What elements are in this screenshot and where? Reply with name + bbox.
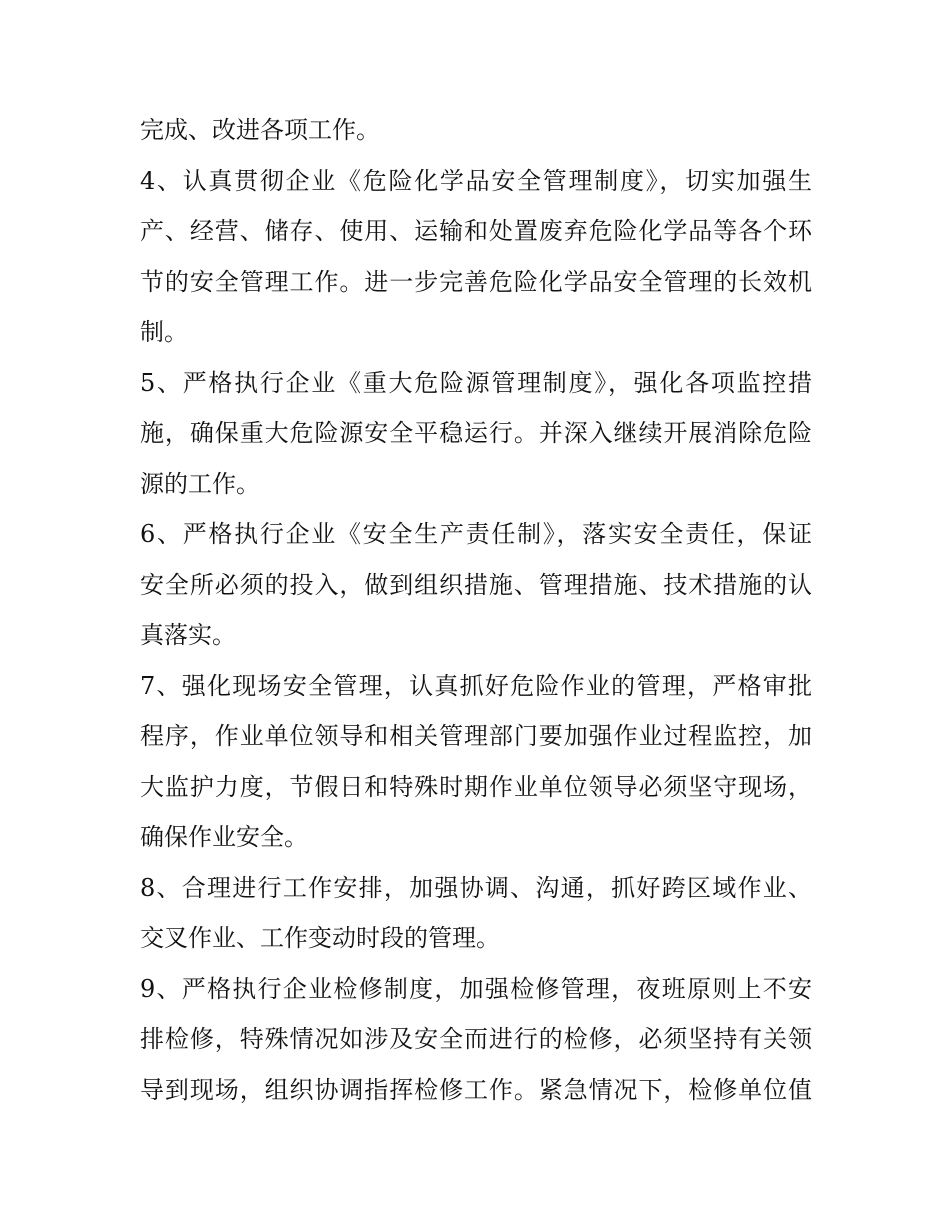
document-body	[140, 105, 812, 1115]
text-line: 大监护力度，节假日和特殊时期作业单位领导必须坚守现场，	[140, 772, 812, 801]
text-line: 安全所必须的投入，做到组织措施、管理措施、技术措施的认	[140, 570, 812, 599]
text-line: 产、经营、储存、使用、运输和处置废弃危险化学品等各个环	[140, 217, 812, 245]
text-line: 制。	[140, 318, 188, 346]
text-line: 5、严格执行企业《重大危险源管理制度》，强化各项监控措	[140, 368, 812, 397]
text-line: 交叉作业、工作变动时段的管理。	[140, 924, 500, 952]
text-line: 8、合理进行工作安排，加强协调、沟通，抓好跨区域作业、	[140, 873, 812, 902]
text-line: 确保作业安全。	[140, 823, 308, 851]
text-line: 4、认真贯彻企业《危险化学品安全管理制度》，切实加强生	[140, 166, 812, 195]
text-line: 源的工作。	[140, 469, 260, 498]
text-line: 程序，作业单位领导和相关管理部门要加强作业过程监控，加	[140, 722, 812, 750]
text-line: 排检修，特殊情况如涉及安全而进行的检修，必须坚持有关领	[140, 1025, 812, 1053]
text-line: 7、强化现场安全管理，认真抓好危险作业的管理，严格审批	[140, 671, 812, 700]
text-line: 真落实。	[140, 621, 236, 649]
text-line: 9、严格执行企业检修制度，加强检修管理，夜班原则上不安	[140, 974, 812, 1003]
text-line: 节的安全管理工作。进一步完善危险化学品安全管理的长效机	[140, 267, 812, 296]
text-line: 导到现场，组织协调指挥检修工作。紧急情况下，检修单位值	[140, 1075, 812, 1104]
text-line: 完成、改进各项工作。	[140, 116, 380, 144]
text-line: 6、严格执行企业《安全生产责任制》，落实安全责任，保证	[140, 520, 812, 548]
text-line: 施，确保重大危险源安全平稳运行。并深入继续开展消除危险	[140, 419, 812, 447]
